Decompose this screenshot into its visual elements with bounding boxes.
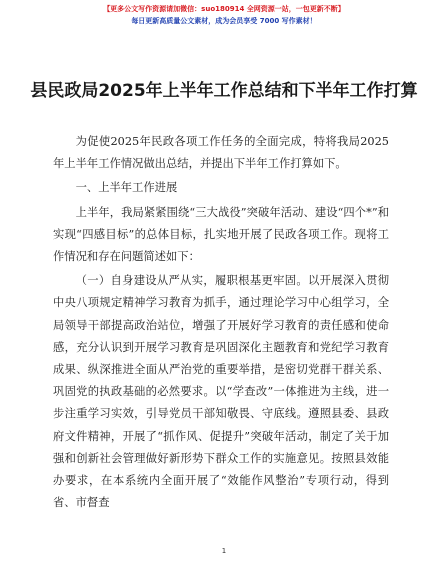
intro-paragraph: 为促使2025年民政各项工作任务的全面完成，特将我局2025年上半年工作情况做出总结，并提出下半年工作打算如下。 (53, 135, 389, 171)
body-paragraph: 上半年，我局紧紧围绕“三大战役”突破年活动、建设“四个*”和实现“四感目标”的总体目标，扎实地开展了民政各项工作。现将工作情况和存在问题简述如下： (53, 205, 389, 264)
document-body (53, 131, 389, 514)
page-number: 1 (221, 547, 227, 555)
section-heading: 一、上半年工作进展 (75, 181, 178, 195)
document-title: 县民政局2025年上半年工作总结和下半年工作打算 (30, 81, 418, 101)
body-paragraph: （一）自身建设从严从实，履职根基更牢固。以开展深入贯彻中央八项规定精神学习教育为抓手，通过理论学习中心组学习，全局领导干部提高政治站位，增强了开展好学习教育的责任感和使命感，充分认识到开展学习教育是巩固深化主题教育和党纪学习教育成果、纵深推进全面从严治党的重要举措，是密切党群干群关系、巩固党的执政基础的必然要求。以“学查改”一体推进为主线，进一步注重学习实效，引导党员干部知敬畏、守底线。遵照县委、县政府文件精神，开展了“抓作风、促提升”突破年活动，制定了关于加强和创新社会管理做好新形势下群众工作的实施意见。按照县效能办要求，在本系统内全面开展了“效能作风整治”专项行动，得到省、市督查 (53, 274, 389, 510)
promo-banner-line2: 每日更新高质量公文素材，成为会员享受 7000 写作素材！ (131, 17, 317, 25)
promo-banner-line1: 【更多公文写作资源请加微信：suo180914 全网资源一站，一包更新不断】 (103, 5, 345, 13)
